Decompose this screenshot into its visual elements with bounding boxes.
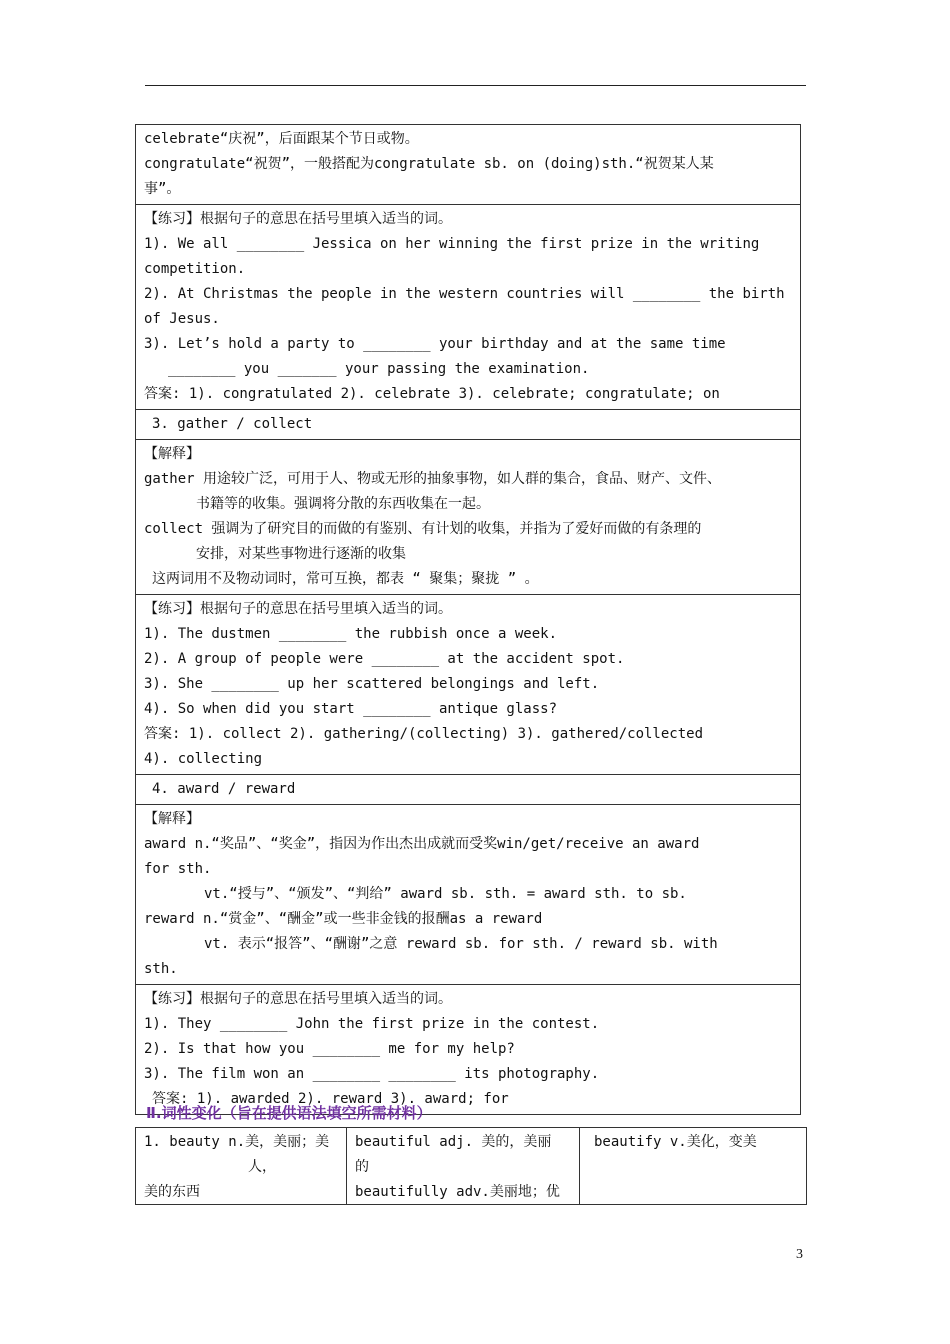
explanation-heading: 【解释】 [144,446,200,462]
text-line: for sth. [144,861,212,877]
section-title: 3. gather / collect [152,416,313,432]
text-line: award n.“奖品”、“奖金”，指因为作出杰出成就而受奖win/get/receive an award [144,836,700,852]
exercise-question: competition. [144,261,246,277]
exercise-block-1 [136,205,800,410]
explanation-block-1 [136,440,800,595]
exercise-block-2 [136,595,800,775]
exercise-question: 3). She ________ up her scattered belongings and left. [144,676,600,692]
exercise-question: 1). We all ________ Jessica on her winning the first prize in the writing [144,236,760,252]
exercise-question: 3). The film won an ________ ________ its photography. [144,1066,600,1082]
text-line: vt. 表示“报答”、“酬谢”之意 reward sb. for sth. / reward sb. with [204,936,718,952]
text-line: vt.“授与”、“颁发”、“判给” award sb. sth. = award sth. to sb. [204,886,687,902]
section-heading: Ⅱ.词性变化（旨在提供语法填空所需材料） [146,1104,432,1122]
text-line: celebrate“庆祝”，后面跟某个节日或物。 [144,131,419,147]
exercise-answer: 答案: 1). awarded 2). reward 3). award; for [152,1091,509,1107]
text-line: gather 用途较广泛，可用于人、物或无形的抽象事物，如人群的集合，食品、财产、文件、 [144,471,721,487]
exercise-question: 1). They ________ John the first prize in the contest. [144,1016,600,1032]
exercise-question: 4). So when did you start ________ antique glass? [144,701,558,717]
word-forms-cell [136,1128,347,1204]
exercise-block-3 [136,985,800,1114]
exercise-question: ________ you _______ your passing the examination. [168,361,590,377]
text-line: beautiful adj. 美的，美丽 [355,1134,552,1150]
exercise-answer: 答案: 1). congratulated 2). celebrate 3). celebrate; congratulate; on [144,386,720,402]
word-forms-table [135,1127,807,1205]
exercise-question: 2). At Christmas the people in the western countries will ________ the birth [144,286,785,302]
word-forms-cell [347,1128,580,1204]
text-line: beautify v.美化，变美 [594,1134,757,1150]
row-celebrate-congratulate [136,125,800,205]
text-line: 1. beauty n.美，美丽；美 [144,1134,330,1150]
section-title: 4. award / reward [152,781,296,797]
text-line: 安排，对某些事物进行逐渐的收集 [196,546,406,562]
text-line: collect 强调为了研究目的而做的有鉴别、有计划的收集，并指为了爱好而做的有条理的 [144,521,702,537]
exercise-heading: 【练习】根据句子的意思在括号里填入适当的词。 [144,601,452,617]
text-line: 这两词用不及物动词时，常可互换，都表 “ 聚集；聚拢 ” 。 [152,571,539,587]
text-line: 的 [355,1159,369,1175]
explanation-block-2 [136,805,800,985]
exercise-question: 3). Let’s hold a party to ________ your birthday and at the same time [144,336,726,352]
exercise-question: 1). The dustmen ________ the rubbish once a week. [144,626,558,642]
text-line: 事”。 [144,181,181,197]
header-rule [145,85,806,86]
text-line: 人， [248,1159,276,1175]
text-line: reward n.“赏金”、“酬金”或一些非金钱的报酬as a reward [144,911,543,927]
text-line: congratulate“祝贺”，一般搭配为congratulate sb. on (doing)sth.“祝贺某人某 [144,156,714,172]
exercise-answer: 答案: 1). collect 2). gathering/(collecting) 3). gathered/collected [144,726,704,742]
section-title-gather-collect [136,410,800,440]
text-line: sth. [144,961,178,977]
section-title-award-reward [136,775,800,805]
explanation-heading: 【解释】 [144,811,200,827]
text-line: 书籍等的收集。强调将分散的东西收集在一起。 [196,496,490,512]
exercise-answer: 4). collecting [144,751,263,767]
exercise-question: 2). A group of people were ________ at the accident spot. [144,651,625,667]
exercise-heading: 【练习】根据句子的意思在括号里填入适当的词。 [144,211,452,227]
exercise-question: 2). Is that how you ________ me for my help? [144,1041,515,1057]
word-forms-cell [580,1128,806,1204]
exercise-heading: 【练习】根据句子的意思在括号里填入适当的词。 [144,991,452,1007]
exercise-question: of Jesus. [144,311,220,327]
page-number: 3 [796,1247,803,1262]
text-line: beautifully adv.美丽地；优 [355,1184,560,1200]
vocab-table [135,124,801,1115]
text-line: 美的东西 [144,1184,200,1200]
